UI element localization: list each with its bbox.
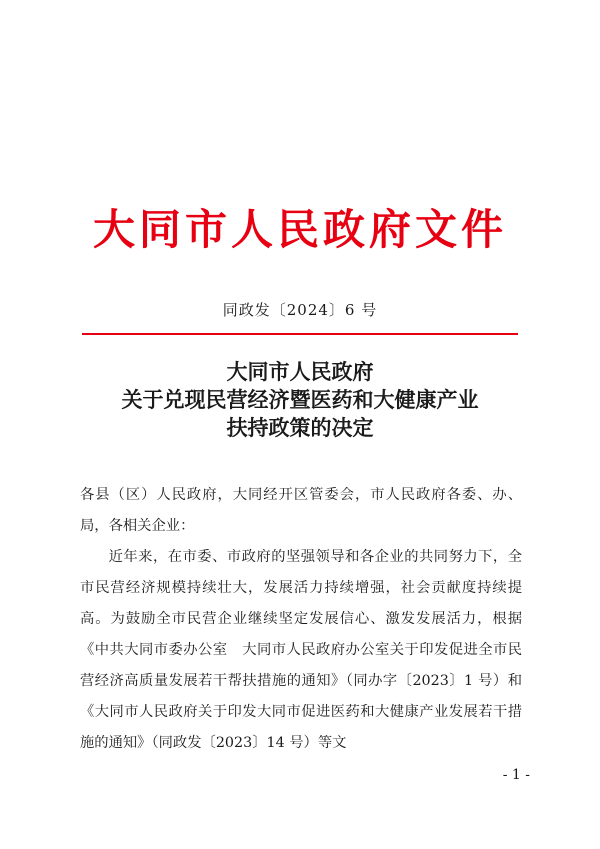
title-line-2: 关于兑现民营经济暨医药和大健康产业 <box>121 387 479 412</box>
document-number: 同政发〔2024〕6 号 <box>222 301 378 319</box>
page-number: - 1 - <box>502 767 530 783</box>
red-divider-line <box>82 333 518 335</box>
document-header-title: 大同市人民政府文件 <box>92 205 507 254</box>
document-body <box>80 480 522 759</box>
title-line-1: 大同市人民政府 <box>226 359 374 384</box>
addressee: 各县（区）人民政府，大同经开区管委会，市人民政府各委、办、局，各相关企业： <box>80 487 522 534</box>
document-title <box>0 358 600 442</box>
body-paragraph-1: 近年来，在市委、市政府的坚强领导和各企业的共同努力下，全市民营经济规模持续壮大，发展活力持续增强，社会贡献度持续提高。为鼓励全市民营企业继续坚定发展信心、激发发展活力，根据《中共大同市委办公室 大同市人民政府办公室关于印发促进全市民营经济高质量发展若干帮扶措施的通知》（同办字〔2023〕1 号）和《大同市人民政府关于印发大同市促进医药和大健康产业发展若干措施的通知》（同政发〔2023〕14 号）等文 <box>80 549 522 751</box>
title-line-3: 扶持政策的决定 <box>226 415 374 440</box>
